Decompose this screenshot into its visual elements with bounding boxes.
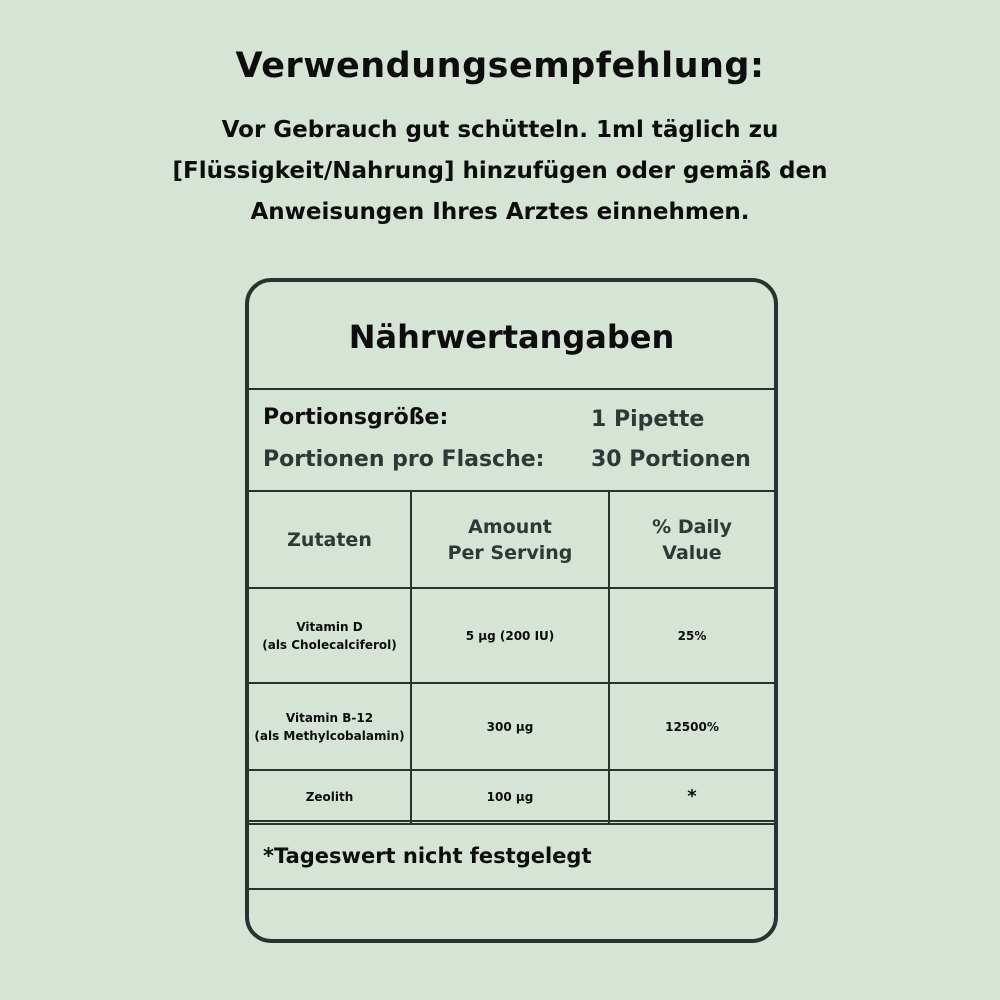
footnote — [249, 820, 774, 890]
ingredient-name: Vitamin D — [296, 619, 363, 634]
daily-value-cell: * — [609, 770, 774, 824]
header-daily-value — [609, 492, 774, 588]
ingredient-cell — [249, 683, 411, 770]
ingredient-cell — [249, 770, 411, 824]
header-daily-line-2: Value — [662, 541, 722, 564]
nutrition-table — [249, 492, 774, 825]
header-ingredients-text: Zutaten — [287, 528, 372, 551]
instructions-line-3: Anweisungen Ihres Arztes einnehmen. — [250, 199, 750, 225]
header-amount-line-1: Amount — [468, 515, 552, 538]
amount-cell: 5 µg (200 IU) — [411, 588, 609, 683]
header-daily-line-1: % Daily — [652, 515, 732, 538]
header-ingredients — [249, 492, 411, 588]
amount-cell: 300 µg — [411, 683, 609, 770]
instructions-line-2: [Flüssigkeit/Nahrung] hinzufügen oder gemäß den — [172, 158, 828, 184]
page-heading: Verwendungsempfehlung: — [235, 46, 765, 86]
panel-title: Nährwertangaben — [249, 282, 774, 390]
table-row — [249, 588, 774, 683]
amount-cell: 100 µg — [411, 770, 609, 824]
daily-value-cell: 12500% — [609, 683, 774, 770]
serving-size-value: 1 Pipette — [591, 407, 705, 432]
footnote-text: *Tageswert nicht festgelegt — [263, 844, 592, 868]
table-row — [249, 770, 774, 824]
usage-instructions — [120, 110, 880, 233]
header-amount-line-2: Per Serving — [447, 541, 573, 564]
table-header-row — [249, 492, 774, 588]
servings-per-bottle-label: Portionen pro Flasche: — [263, 447, 545, 472]
ingredient-cell — [249, 588, 411, 683]
daily-value-cell: 25% — [609, 588, 774, 683]
servings-per-bottle-value: 30 Portionen — [591, 447, 751, 472]
table-row — [249, 683, 774, 770]
ingredient-name: Vitamin B-12 — [285, 710, 374, 725]
instructions-line-1: Vor Gebrauch gut schütteln. 1ml täglich zu — [221, 117, 779, 143]
serving-size-label: Portionsgröße: — [263, 405, 449, 430]
header-amount — [411, 492, 609, 588]
ingredient-form: (als Methylcobalamin) — [254, 728, 405, 743]
ingredient-name: Zeolith — [305, 790, 354, 804]
serving-info — [249, 390, 774, 492]
nutrition-panel — [245, 278, 778, 943]
ingredient-form: (als Cholecalciferol) — [262, 637, 397, 652]
